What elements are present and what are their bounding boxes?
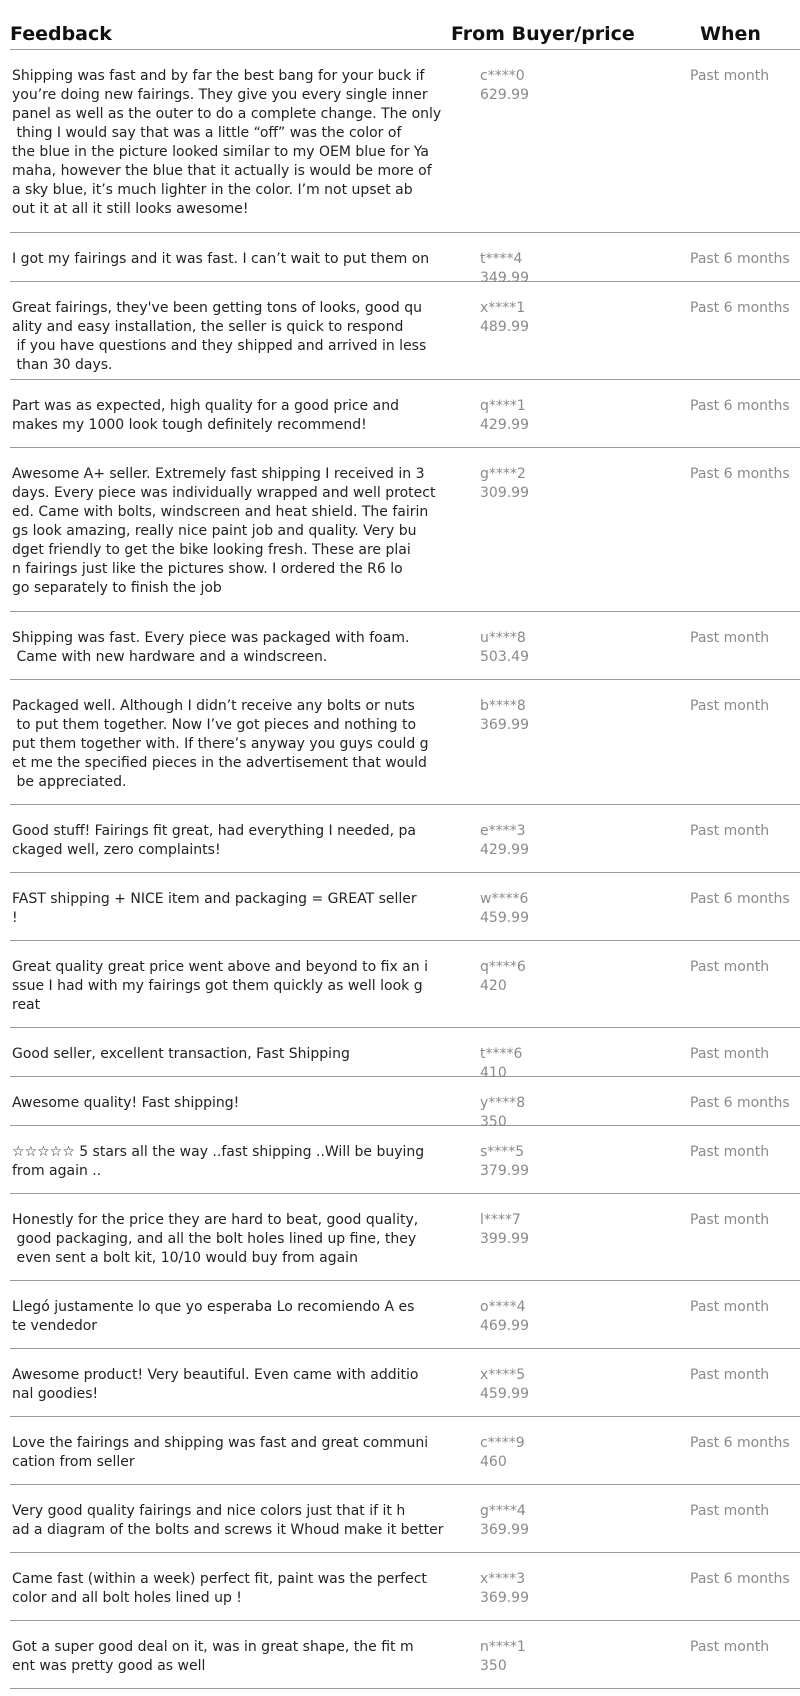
price: 429.99 <box>480 842 529 858</box>
price: 420 <box>480 978 507 994</box>
buyer-price-cell <box>480 1570 630 1608</box>
price: 629.99 <box>480 87 529 103</box>
feedback-text: Very good quality fairings and nice colors just that if it h ad a diagram of the bolts and screws it Whoud make it better <box>12 1503 444 1538</box>
when-text: Past month <box>690 1367 770 1383</box>
table-row <box>10 1349 800 1417</box>
feedback-text: Awesome quality! Fast shipping! <box>12 1095 240 1111</box>
buyer-id: l****7 <box>480 1212 521 1228</box>
buyer-price-cell <box>480 1298 630 1336</box>
buyer-id: q****6 <box>480 959 526 975</box>
buyer-price-cell <box>480 1502 630 1540</box>
buyer-id: c****0 <box>480 68 525 84</box>
when-text: Past 6 months <box>690 1095 790 1111</box>
table-row <box>10 1194 800 1281</box>
buyer-id: x****5 <box>480 1367 526 1383</box>
feedback-text: Good seller, excellent transaction, Fast Shipping <box>12 1046 350 1062</box>
price: 350 <box>480 1658 507 1674</box>
when-text: Past 6 months <box>690 466 790 482</box>
price: 489.99 <box>480 319 529 335</box>
feedback-text: Llegó justamente lo que yo esperaba Lo recomiendo A es te vendedor <box>12 1299 415 1334</box>
feedback-rows <box>10 50 800 1689</box>
price: 469.99 <box>480 1318 529 1334</box>
table-row <box>10 612 800 680</box>
table-row <box>10 1077 800 1130</box>
buyer-id: n****1 <box>480 1639 526 1655</box>
feedback-text: ☆☆☆☆☆ 5 stars all the way ..fast shipping ..Will be buying from again .. <box>12 1144 425 1179</box>
price: 349.99 <box>480 270 529 286</box>
table-row <box>10 1553 800 1621</box>
when-text: Past 6 months <box>690 398 790 414</box>
when-text: Past month <box>690 1639 770 1655</box>
feedback-text: Awesome A+ seller. Extremely fast shipping I received in 3 days. Every piece was individually wrapped and well protect ed. Came with bolts, windscreen and heat shield. The fairin gs look amazing, really nice paint job and quality. Very bu dget friendly to get the bike looking fresh. These are plai n fairings just like the pictures show. I ordered the R6 lo go separately to finish the job <box>12 466 436 596</box>
buyer-price-cell <box>480 67 630 105</box>
header-when: When <box>700 23 761 45</box>
feedback-text: Great fairings, they've been getting tons of looks, good qu ality and easy installation, the seller is quick to respond if you have questions and they shipped and arrived in less than 30 days. <box>12 300 427 373</box>
when-text: Past 6 months <box>690 1435 790 1451</box>
buyer-id: u****8 <box>480 630 526 646</box>
table-header <box>10 0 800 50</box>
table-row <box>10 50 800 233</box>
buyer-price-cell <box>480 1638 630 1676</box>
table-row <box>10 448 800 612</box>
when-text: Past 6 months <box>690 300 790 316</box>
feedback-text: Part was as expected, high quality for a good price and makes my 1000 look tough definitely recommend! <box>12 398 399 433</box>
table-row <box>10 1621 800 1689</box>
feedback-table <box>10 0 800 1689</box>
buyer-price-cell <box>480 1366 630 1404</box>
header-buyer-price: From Buyer/price <box>451 23 635 45</box>
buyer-id: g****4 <box>480 1503 526 1519</box>
price: 459.99 <box>480 1386 529 1402</box>
when-text: Past month <box>690 823 770 839</box>
price: 429.99 <box>480 417 529 433</box>
price: 369.99 <box>480 1522 529 1538</box>
buyer-price-cell <box>480 397 630 435</box>
table-row <box>10 680 800 805</box>
feedback-text: I got my fairings and it was fast. I can’t wait to put them on <box>12 251 430 267</box>
buyer-id: c****9 <box>480 1435 525 1451</box>
table-row <box>10 380 800 448</box>
buyer-price-cell <box>480 958 630 996</box>
feedback-text: Packaged well. Although I didn’t receive any bolts or nuts to put them together. Now I’ve got pieces and nothing to put them together with. If there’s anyway you guys could g et me the specified pieces in the advertisement that would be appreciated. <box>12 698 429 790</box>
table-row <box>10 1417 800 1485</box>
feedback-text: Love the fairings and shipping was fast and great communi cation from seller <box>12 1435 429 1470</box>
price: 369.99 <box>480 1590 529 1606</box>
when-text: Past month <box>690 1144 770 1160</box>
buyer-id: e****3 <box>480 823 526 839</box>
buyer-price-cell <box>480 822 630 860</box>
buyer-id: x****1 <box>480 300 526 316</box>
buyer-id: t****4 <box>480 251 523 267</box>
table-row <box>10 1126 800 1194</box>
price: 369.99 <box>480 717 529 733</box>
feedback-text: Got a super good deal on it, was in great shape, the fit m ent was pretty good as well <box>12 1639 414 1674</box>
buyer-id: g****2 <box>480 466 526 482</box>
feedback-text: Came fast (within a week) perfect fit, paint was the perfect color and all bolt holes lined up ! <box>12 1571 427 1606</box>
header-feedback: Feedback <box>10 23 112 45</box>
feedback-text: Shipping was fast and by far the best bang for your buck if you’re doing new fairings. They give you every single inner panel as well as the outer to do a complete change. The only thing I would say that was a little “off” was the color of the blue in the picture looked similar to my OEM blue for Ya maha, however the blue that it actually is would be more of a sky blue, it’s much lighter in the color. I’m not upset ab out it at all it still looks awesome! <box>12 68 442 217</box>
feedback-text: Great quality great price went above and beyond to fix an i ssue I had with my fairings got them quickly as well look g reat <box>12 959 428 1013</box>
price: 399.99 <box>480 1231 529 1247</box>
table-row <box>10 233 800 286</box>
buyer-id: o****4 <box>480 1299 526 1315</box>
table-row <box>10 1028 800 1081</box>
buyer-id: x****3 <box>480 1571 526 1587</box>
buyer-price-cell <box>480 629 630 667</box>
table-row <box>10 282 800 380</box>
buyer-price-cell <box>480 890 630 928</box>
buyer-id: b****8 <box>480 698 526 714</box>
feedback-text: Good stuff! Fairings fit great, had everything I needed, pa ckaged well, zero complaints! <box>12 823 416 858</box>
buyer-price-cell <box>480 697 630 735</box>
price: 309.99 <box>480 485 529 501</box>
buyer-id: w****6 <box>480 891 529 907</box>
when-text: Past month <box>690 1503 770 1519</box>
buyer-id: t****6 <box>480 1046 523 1062</box>
price: 350 <box>480 1114 507 1130</box>
price: 379.99 <box>480 1163 529 1179</box>
feedback-text: Shipping was fast. Every piece was packaged with foam. Came with new hardware and a windscreen. <box>12 630 410 665</box>
feedback-text: Awesome product! Very beautiful. Even came with additio nal goodies! <box>12 1367 419 1402</box>
when-text: Past month <box>690 698 770 714</box>
feedback-text: Honestly for the price they are hard to beat, good quality, good packaging, and all the bolt holes lined up fine, they even sent a bolt kit, 10/10 would buy from again <box>12 1212 419 1266</box>
buyer-price-cell <box>480 1143 630 1181</box>
buyer-price-cell <box>480 1434 630 1472</box>
buyer-id: s****5 <box>480 1144 525 1160</box>
when-text: Past month <box>690 68 770 84</box>
price: 459.99 <box>480 910 529 926</box>
when-text: Past month <box>690 630 770 646</box>
table-row <box>10 1485 800 1553</box>
buyer-id: y****8 <box>480 1095 526 1111</box>
when-text: Past month <box>690 1046 770 1062</box>
table-row <box>10 805 800 873</box>
table-row <box>10 1281 800 1349</box>
table-row <box>10 941 800 1028</box>
price: 460 <box>480 1454 507 1470</box>
when-text: Past 6 months <box>690 251 790 267</box>
buyer-price-cell <box>480 1211 630 1249</box>
buyer-price-cell <box>480 299 630 337</box>
when-text: Past 6 months <box>690 891 790 907</box>
when-text: Past 6 months <box>690 1571 790 1587</box>
buyer-id: q****1 <box>480 398 526 414</box>
feedback-text: FAST shipping + NICE item and packaging = GREAT seller ! <box>12 891 417 926</box>
when-text: Past month <box>690 959 770 975</box>
when-text: Past month <box>690 1299 770 1315</box>
when-text: Past month <box>690 1212 770 1228</box>
table-row <box>10 873 800 941</box>
price: 503.49 <box>480 649 529 665</box>
price: 410 <box>480 1065 507 1081</box>
buyer-price-cell <box>480 465 630 503</box>
